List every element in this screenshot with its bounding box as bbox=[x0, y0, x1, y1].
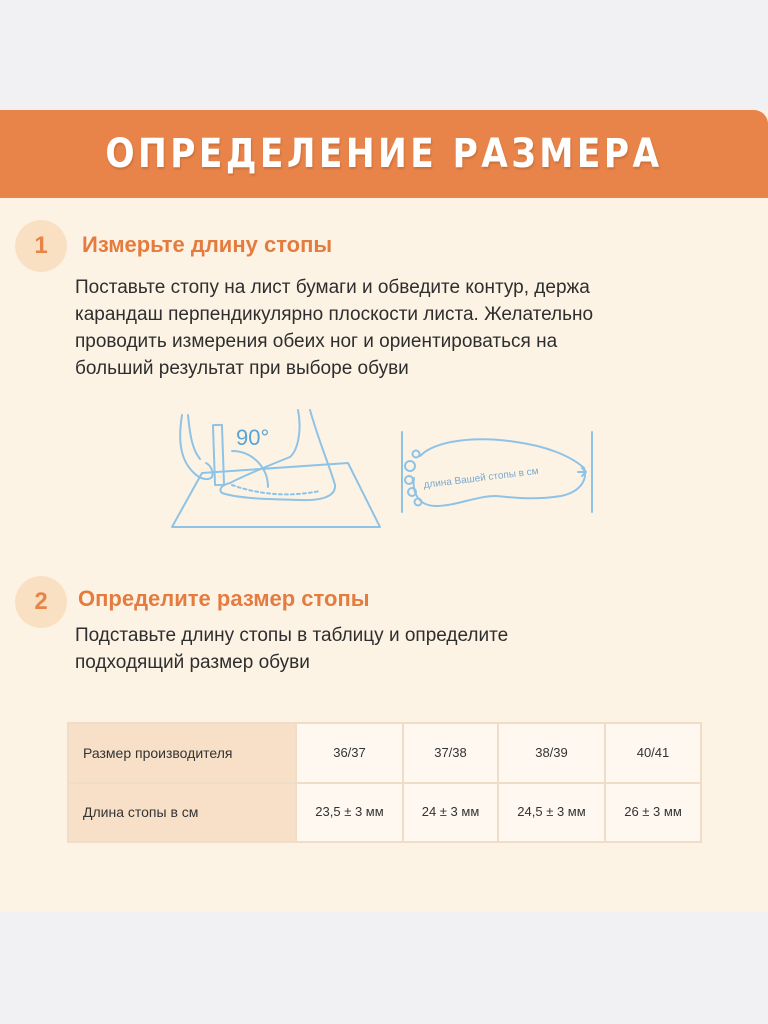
text-line: проводить измерения обеих ног и ориентироваться на bbox=[75, 331, 558, 352]
table-cell: 24,5 ± 3 мм bbox=[498, 783, 605, 843]
size-table bbox=[67, 722, 702, 843]
footprint-illustration bbox=[396, 428, 596, 516]
table-row bbox=[68, 723, 701, 783]
table-row bbox=[68, 783, 701, 843]
step-title: Измерьте длину стопы bbox=[82, 232, 333, 257]
step-description bbox=[75, 622, 508, 676]
table-cell: 37/38 bbox=[403, 723, 498, 783]
row-header: Размер производителя bbox=[68, 723, 296, 783]
foot-tracing-illustration bbox=[170, 405, 385, 533]
hand-outline bbox=[180, 415, 212, 479]
header-banner bbox=[0, 110, 768, 198]
page-title: ОПРЕДЕЛЕНИЕ РАЗМЕРА bbox=[105, 131, 663, 177]
text-line: Поставьте стопу на лист бумаги и обведите контур, держа bbox=[75, 277, 590, 298]
text-line: больший результат при выборе обуви bbox=[75, 358, 409, 379]
table-cell: 38/39 bbox=[498, 723, 605, 783]
angle-label: 90° bbox=[236, 425, 270, 450]
pencil-icon bbox=[213, 425, 224, 485]
step-number-badge: 2 bbox=[15, 576, 67, 628]
step-description bbox=[75, 274, 593, 382]
step-title: Определите размер стопы bbox=[78, 586, 370, 611]
table-cell: 26 ± 3 мм bbox=[605, 783, 701, 843]
text-line: Подставьте длину стопы в таблицу и определите bbox=[75, 625, 509, 646]
table-cell: 24 ± 3 мм bbox=[403, 783, 498, 843]
table-cell: 23,5 ± 3 мм bbox=[296, 783, 403, 843]
step-number-badge: 1 bbox=[15, 220, 67, 272]
table-cell: 36/37 bbox=[296, 723, 403, 783]
text-line: подходящий размер обуви bbox=[75, 652, 310, 673]
table-cell: 40/41 bbox=[605, 723, 701, 783]
text-line: карандаш перпендикулярно плоскости листа. Желательно bbox=[75, 304, 594, 325]
row-header: Длина стопы в см bbox=[68, 783, 296, 843]
foot-length-label: длина Вашей стопы в см bbox=[423, 465, 540, 491]
